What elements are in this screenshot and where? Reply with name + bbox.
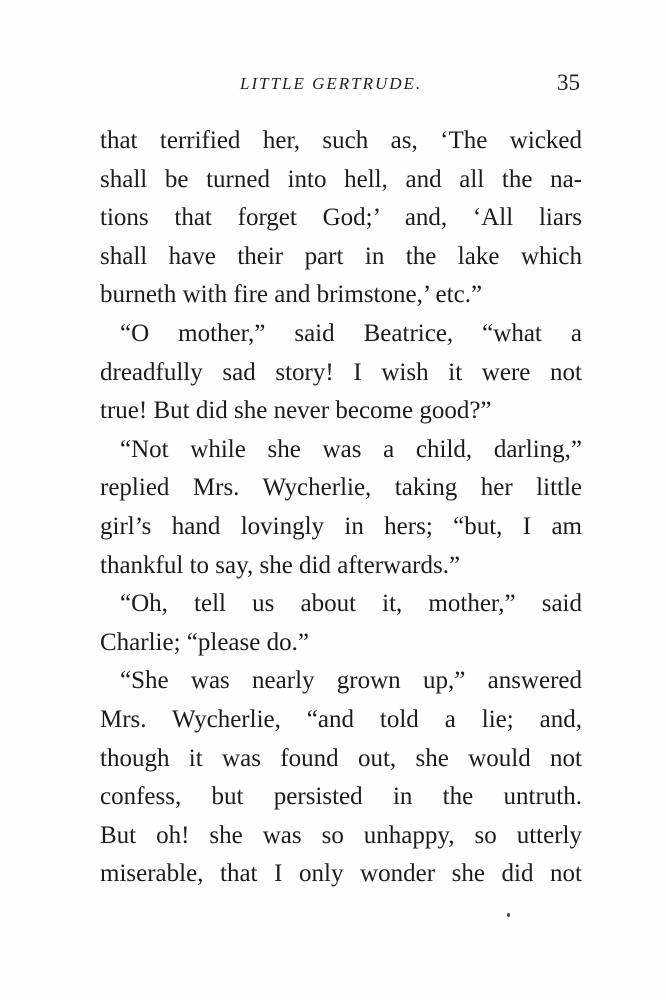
text-line: though it was found out, she would not [100,744,582,772]
text-line: But oh! she was so unhappy, so utterly [100,821,582,849]
running-header [100,70,580,104]
text-line: Charlie; “please do.” [100,628,309,656]
text-line: thankful to say, she did afterwards.” [100,551,461,579]
text-line: that terrified her, such as, ‘The wicked [100,127,582,154]
ink-speck [507,913,510,917]
text-line: “Oh, tell us about it, mother,” said [120,590,582,618]
text-line: confess, but persisted in the untruth. [100,783,582,811]
text-line: miserable, that I only wonder she did not [100,860,582,888]
text-line: girl’s hand lovingly in hers; “but, I am [100,512,582,540]
text-line: “O mother,” said Beatrice, “what a [120,319,582,347]
text-line: shall be turned into hell, and all the na- [100,165,582,193]
text-line: “Not while she was a child, darling,” [120,435,582,463]
text-line: dreadfully sad story! I wish it were not [100,358,582,386]
text-line: burneth with fire and brimstone,’ etc.” [100,281,483,309]
text-line: “She was nearly grown up,” answered [120,667,582,695]
text-line: tions that forget God;’ and, ‘All liars [100,204,582,232]
running-title: LITTLE GERTRUDE. [240,74,423,93]
page-number: 35 [557,70,580,95]
text-line: Mrs. Wycherlie, “and told a lie; and, [100,705,582,733]
text-line: shall have their part in the lake which [100,242,582,270]
text-line: true! But did she never become good?” [100,397,492,425]
body-text [100,122,582,894]
text-line: replied Mrs. Wycherlie, taking her little [100,474,582,502]
